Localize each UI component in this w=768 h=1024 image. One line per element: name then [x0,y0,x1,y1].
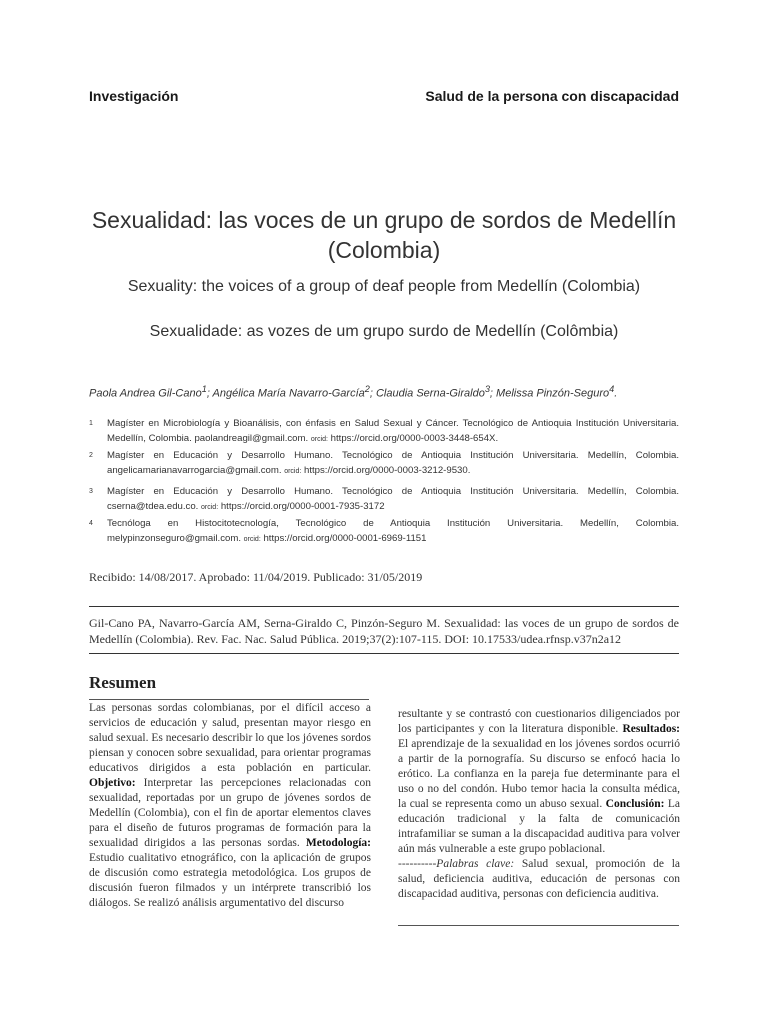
affiliation-text: Magíster en Microbiología y Bioanálisis, con énfasis en Salud Sexual y Cáncer. Tecnológico de Antioquia Institución Universitaria. Medellín, Colombia. paolandreagil@gmail.com. [107,418,679,444]
author-separator: ; [369,387,376,400]
affiliation-text: Magíster en Educación y Desarrollo Humano. Tecnológico de Antioquia Institución Universitaria. Medellín, Colombia. angelicamarianavarrogarcia@gmail.com. [107,450,679,476]
results-label: Resultados: [622,723,681,735]
orcid-link[interactable]: https://orcid.org/0000-0003-3212-9530. [303,465,471,476]
orcid-label: orcid: [243,536,261,543]
affiliation-number: 1 [89,420,93,427]
author-ref: 4 [609,384,615,394]
affiliation-text: Tecnóloga en Histocitotecnología, Tecnológico de Antioquia Institución Universitaria. Medellín, Colombia. melypinzonseguro@gmail.com. [107,518,679,544]
abstract-column-right: resultante y se contrastó con cuestionarios diligenciados por los participantes y con la literatura disponible. Resultados: El aprendizaje de la sexualidad en los jóvenes sordos ocurrió a partir de la pornografía. Su discurso se enfocó hacia lo erótico. La confianza en la pareja fue determinante para el uso o no del condón. Hubo temor hacia la consulta médica, la cual se representa como un abuso sexual. Conclusión: La educación tradicional y la falta de comunicación intrafamiliar se suman a la discapacidad auditiva para volver aún más vulnerable a este grupo poblacional. ----------Palabras clave: Salud sexual, promoción de la salud, deficiencia auditiva, educación de personas con discapacidad auditiva, personas con deficiencia auditiva. [398,708,681,900]
publication-dates: Recibido: 14/08/2017. Aprobado: 11/04/2019. Publicado: 31/05/2019 [89,570,423,584]
author-name: Melissa Pinzón-Seguro [496,387,610,400]
affiliation-item [89,484,679,515]
objective-text: Interpretar las percepciones relacionadas con sexualidad, reportadas por un grupo de jóvenes sordos de Medellín (Colombia), con el fin de aportar elementos claves para el diseño de futuros programas de formación para la sexualidad dirigidos a las personas sordas. [89,777,372,849]
orcid-label: orcid: [284,468,302,475]
objective-label: Objetivo: [89,777,136,789]
conclusion-text: La educación tradicional y la falta de comunicación intrafamiliar se suman a la discapacidad auditiva para volver aún más vulnerable a este grupo poblacional. [398,798,680,855]
affiliation-item [89,416,679,447]
affiliation-number: 2 [89,452,93,459]
abstract-column-left [89,701,371,911]
affiliation-number: 3 [89,488,93,495]
citation-text: Gil-Cano PA, Navarro-García AM, Serna-Giraldo C, Pinzón-Seguro M. Sexualidad: las voces de un grupo de sordos de Medellín (Colombia). Rev. Fac. Nac. Salud Pública. 2019;37(2):107-115. DOI: 10.17533/udea.rfnsp.v37n2a12 [89,616,679,646]
author-name: Paola Andrea Gil-Cano [89,387,202,400]
orcid-link[interactable]: https://orcid.org/0000-0001-6969-1151 [263,533,427,544]
affiliation-item [89,516,679,547]
author-separator: ; [489,387,497,400]
author-ref: 1 [201,384,207,394]
orcid-label: orcid: [201,504,219,511]
conclusion-label: Conclusión: [605,798,665,810]
affiliation-text: Magíster en Educación y Desarrollo Humano. Tecnológico de Antioquia Institución Universitaria. Medellín, Colombia. cserna@tdea.edu.co. [107,486,679,512]
orcid-label: orcid: [310,436,328,443]
citation-box [89,606,679,654]
orcid-link[interactable]: https://orcid.org/0000-0001-7935-3172 [220,501,385,512]
section-label: Investigación [89,88,179,104]
abstract-heading: Resumen [89,673,157,692]
results-text: El aprendizaje de la sexualidad en los jóvenes sordos ocurrió a partir de la pornografía. Su discurso se enfocó hacia lo erótico. La confianza en la pareja fue determinante para el uso o no del condón. Hubo temor hacia la consulta médica, la cual se representa como un abuso sexual. [398,738,680,810]
abstract-intro: Las personas sordas colombianas, por el difícil acceso a servicios de educación y salud, presentan mayor riesgo en salud sexual. Es necesario describir lo que los jóvenes sordos piensan y conocen sobre sexualidad, para orientar programas educativos dirigidos a esta población en particular. [89,702,371,774]
article-title: Sexualidad: las voces de un grupo de sordos de Medellín (Colombia) [91,207,677,263]
affiliation-item [89,448,679,479]
article-title-english: Sexuality: the voices of a group of deaf people from Medellín (Colombia) [127,278,641,295]
article-title-portuguese: Sexualidade: as vozes de um grupo surdo de Medellín (Colômbia) [149,323,619,340]
author-separator: ; [206,387,213,400]
keywords-label: ----------Palabras clave [398,858,511,870]
author-ref: 2 [364,384,370,394]
author-list [89,384,617,400]
author-name: Claudia Serna-Giraldo [375,387,485,400]
heading-divider [89,699,369,700]
methodology-text-continued: resultante y se contrastó con cuestionarios diligenciados por los participantes y con la literatura disponible. [398,708,680,735]
topic-label: Salud de la persona con discapacidad [425,88,679,104]
methodology-label: Metodología: [305,837,372,849]
methodology-text: Estudio cualitativo etnográfico, con la aplicación de grupos de discusión como estrategia metodológica. Los grupos de discusión fueron filmados y un intérprete transcribió los diálogos. Se realizó análisis argumentativo del discurso [89,852,371,909]
author-separator: . [614,387,618,400]
keywords-text: Salud sexual, promoción de la salud, deficiencia auditiva, educación de personas con discapacidad auditiva, personas con deficiencia auditiva. [398,858,680,900]
author-ref: 3 [484,384,490,394]
orcid-link[interactable]: https://orcid.org/0000-0003-3448-654X. [330,433,499,444]
affiliation-number: 4 [89,520,93,527]
column-end-divider [398,925,679,926]
author-name: Angélica María Navarro-García [212,387,365,400]
